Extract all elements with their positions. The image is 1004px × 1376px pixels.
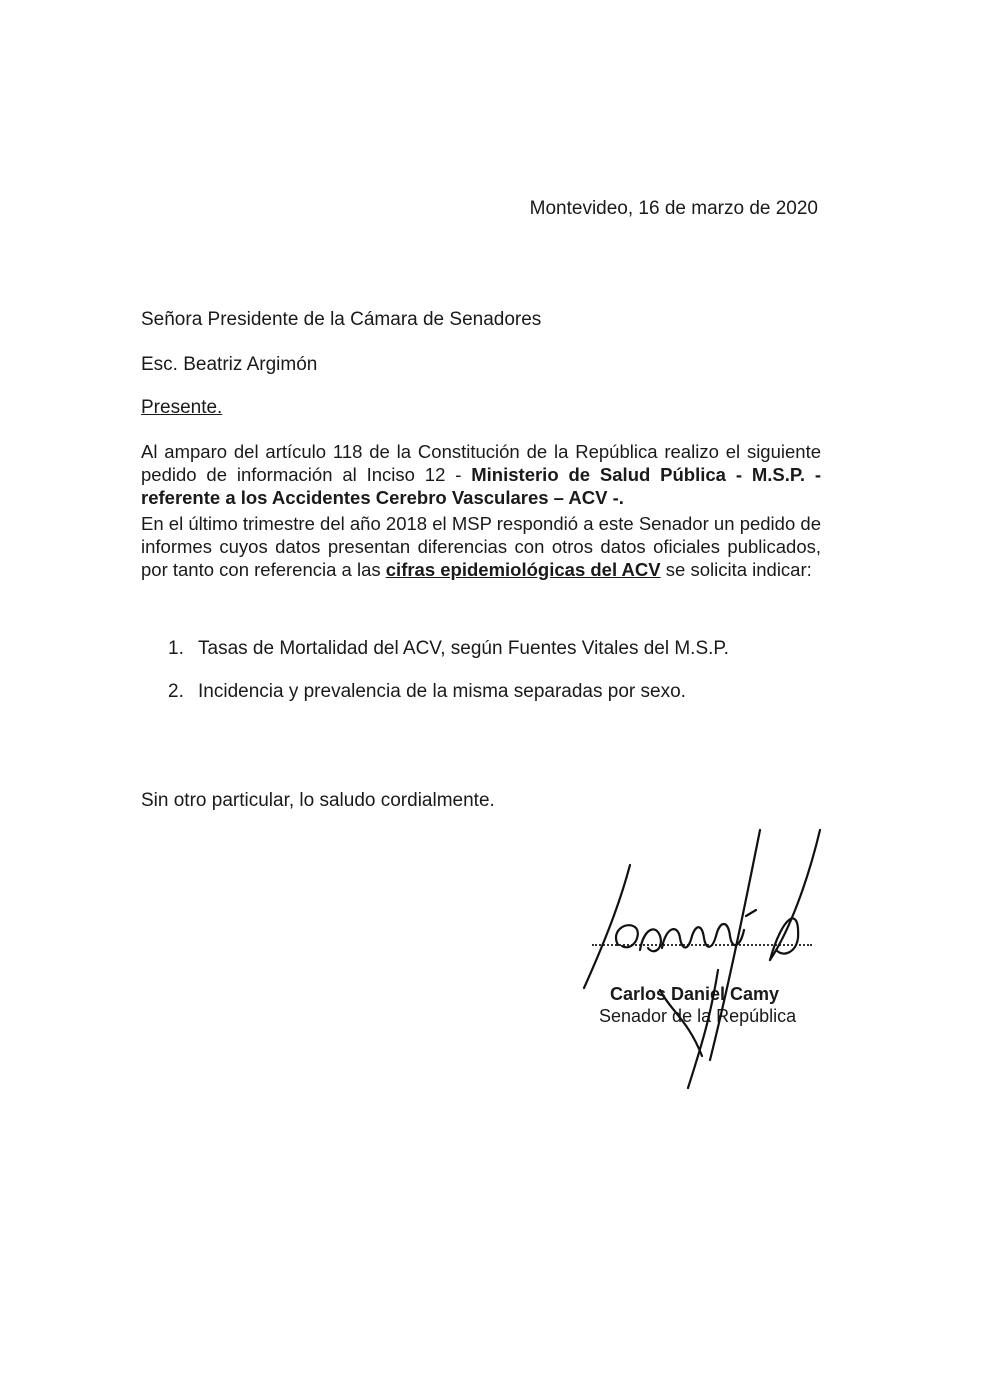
paragraph-request-text: Al amparo del artículo 118 de la Constitución de la República realizo el siguiente pedido de información al Inciso 12 - [141,441,821,485]
list-item-text: Incidencia y prevalencia de la misma separadas por sexo. [198,681,686,702]
letter-closing: Sin otro particular, lo saludo cordialmente. [141,790,495,811]
paragraph-context-text-a: En el último trimestre del año 2018 el MSP respondió a este Senador un pedido de informes cuyos datos presentan diferencias con otros datos oficiales publicados, por tanto con referencia a las [141,513,821,580]
request-list [168,638,729,724]
paragraph-context-highlight: cifras epidemiológicas del ACV [385,559,661,580]
list-item-number: 2. [168,681,184,702]
list-item [168,638,729,660]
handwritten-signature [570,820,840,1100]
signature-name: Carlos Daniel Camy [610,984,780,1004]
letter-addressee: Señora Presidente de la Cámara de Senadores [141,309,542,330]
signature-title: Senador de la República [599,1006,797,1026]
letter-recipient: Esc. Beatriz Argimón [141,354,318,375]
paragraph-request [141,440,821,509]
paragraph-request-bold: Ministerio de Salud Pública - M.S.P. - referente a los Accidentes Cerebro Vasculares – ACV -. [141,464,821,508]
list-item-number: 1. [168,638,184,659]
letter-date: Montevideo, 16 de marzo de 2020 [529,198,818,219]
paragraph-context-text-b: se solicita indicar: [660,559,812,580]
letter-salutation: Presente. [141,397,223,418]
paragraph-context [141,512,821,581]
list-item-text: Tasas de Mortalidad del ACV, según Fuentes Vitales del M.S.P. [198,638,729,659]
list-item [168,681,729,703]
